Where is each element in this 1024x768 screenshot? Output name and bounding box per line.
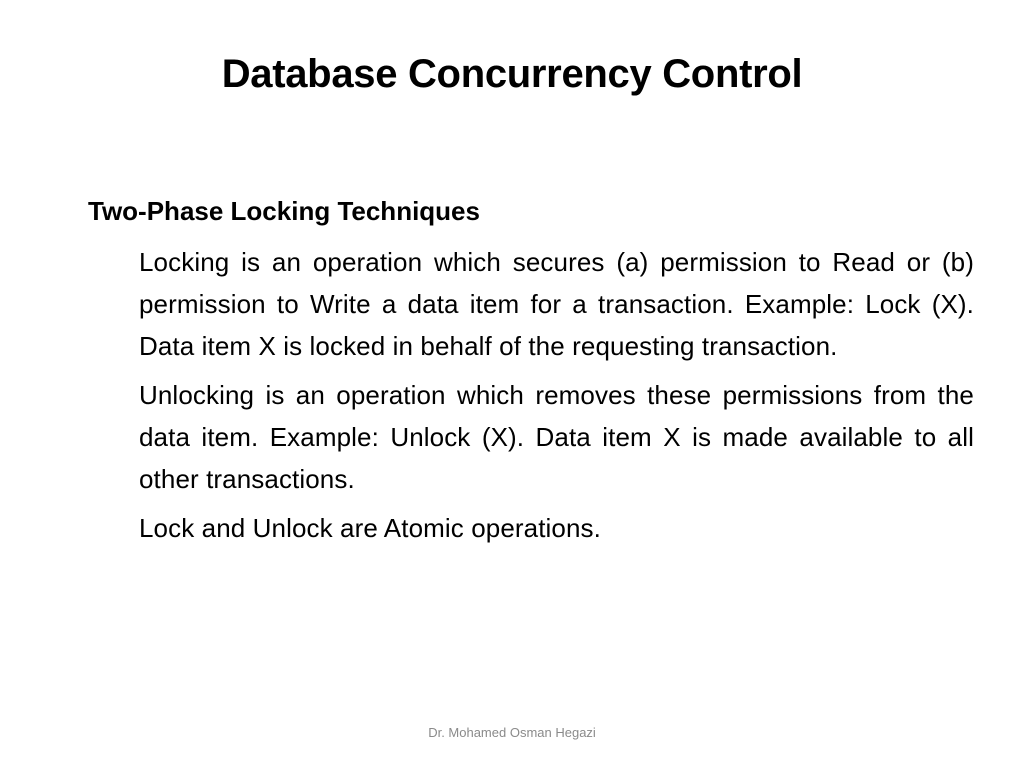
section-heading: Two-Phase Locking Techniques bbox=[88, 196, 480, 226]
slide-content bbox=[88, 194, 974, 549]
paragraph-locking: Locking is an operation which secures (a) permission to Read or (b) permission to Write a data item for a transaction. Example: Lock (X). Data item X is locked in behalf of the requesting transaction. bbox=[139, 247, 974, 361]
slide-title: Database Concurrency Control bbox=[221, 52, 803, 96]
slide-footer: Dr. Mohamed Osman Hegazi bbox=[428, 725, 596, 740]
paragraph-atomic: Lock and Unlock are Atomic operations. bbox=[139, 513, 601, 543]
paragraph-unlocking: Unlocking is an operation which removes these permissions from the data item. Example: Unlock (X). Data item X is made available to all other transactions. bbox=[139, 380, 974, 494]
